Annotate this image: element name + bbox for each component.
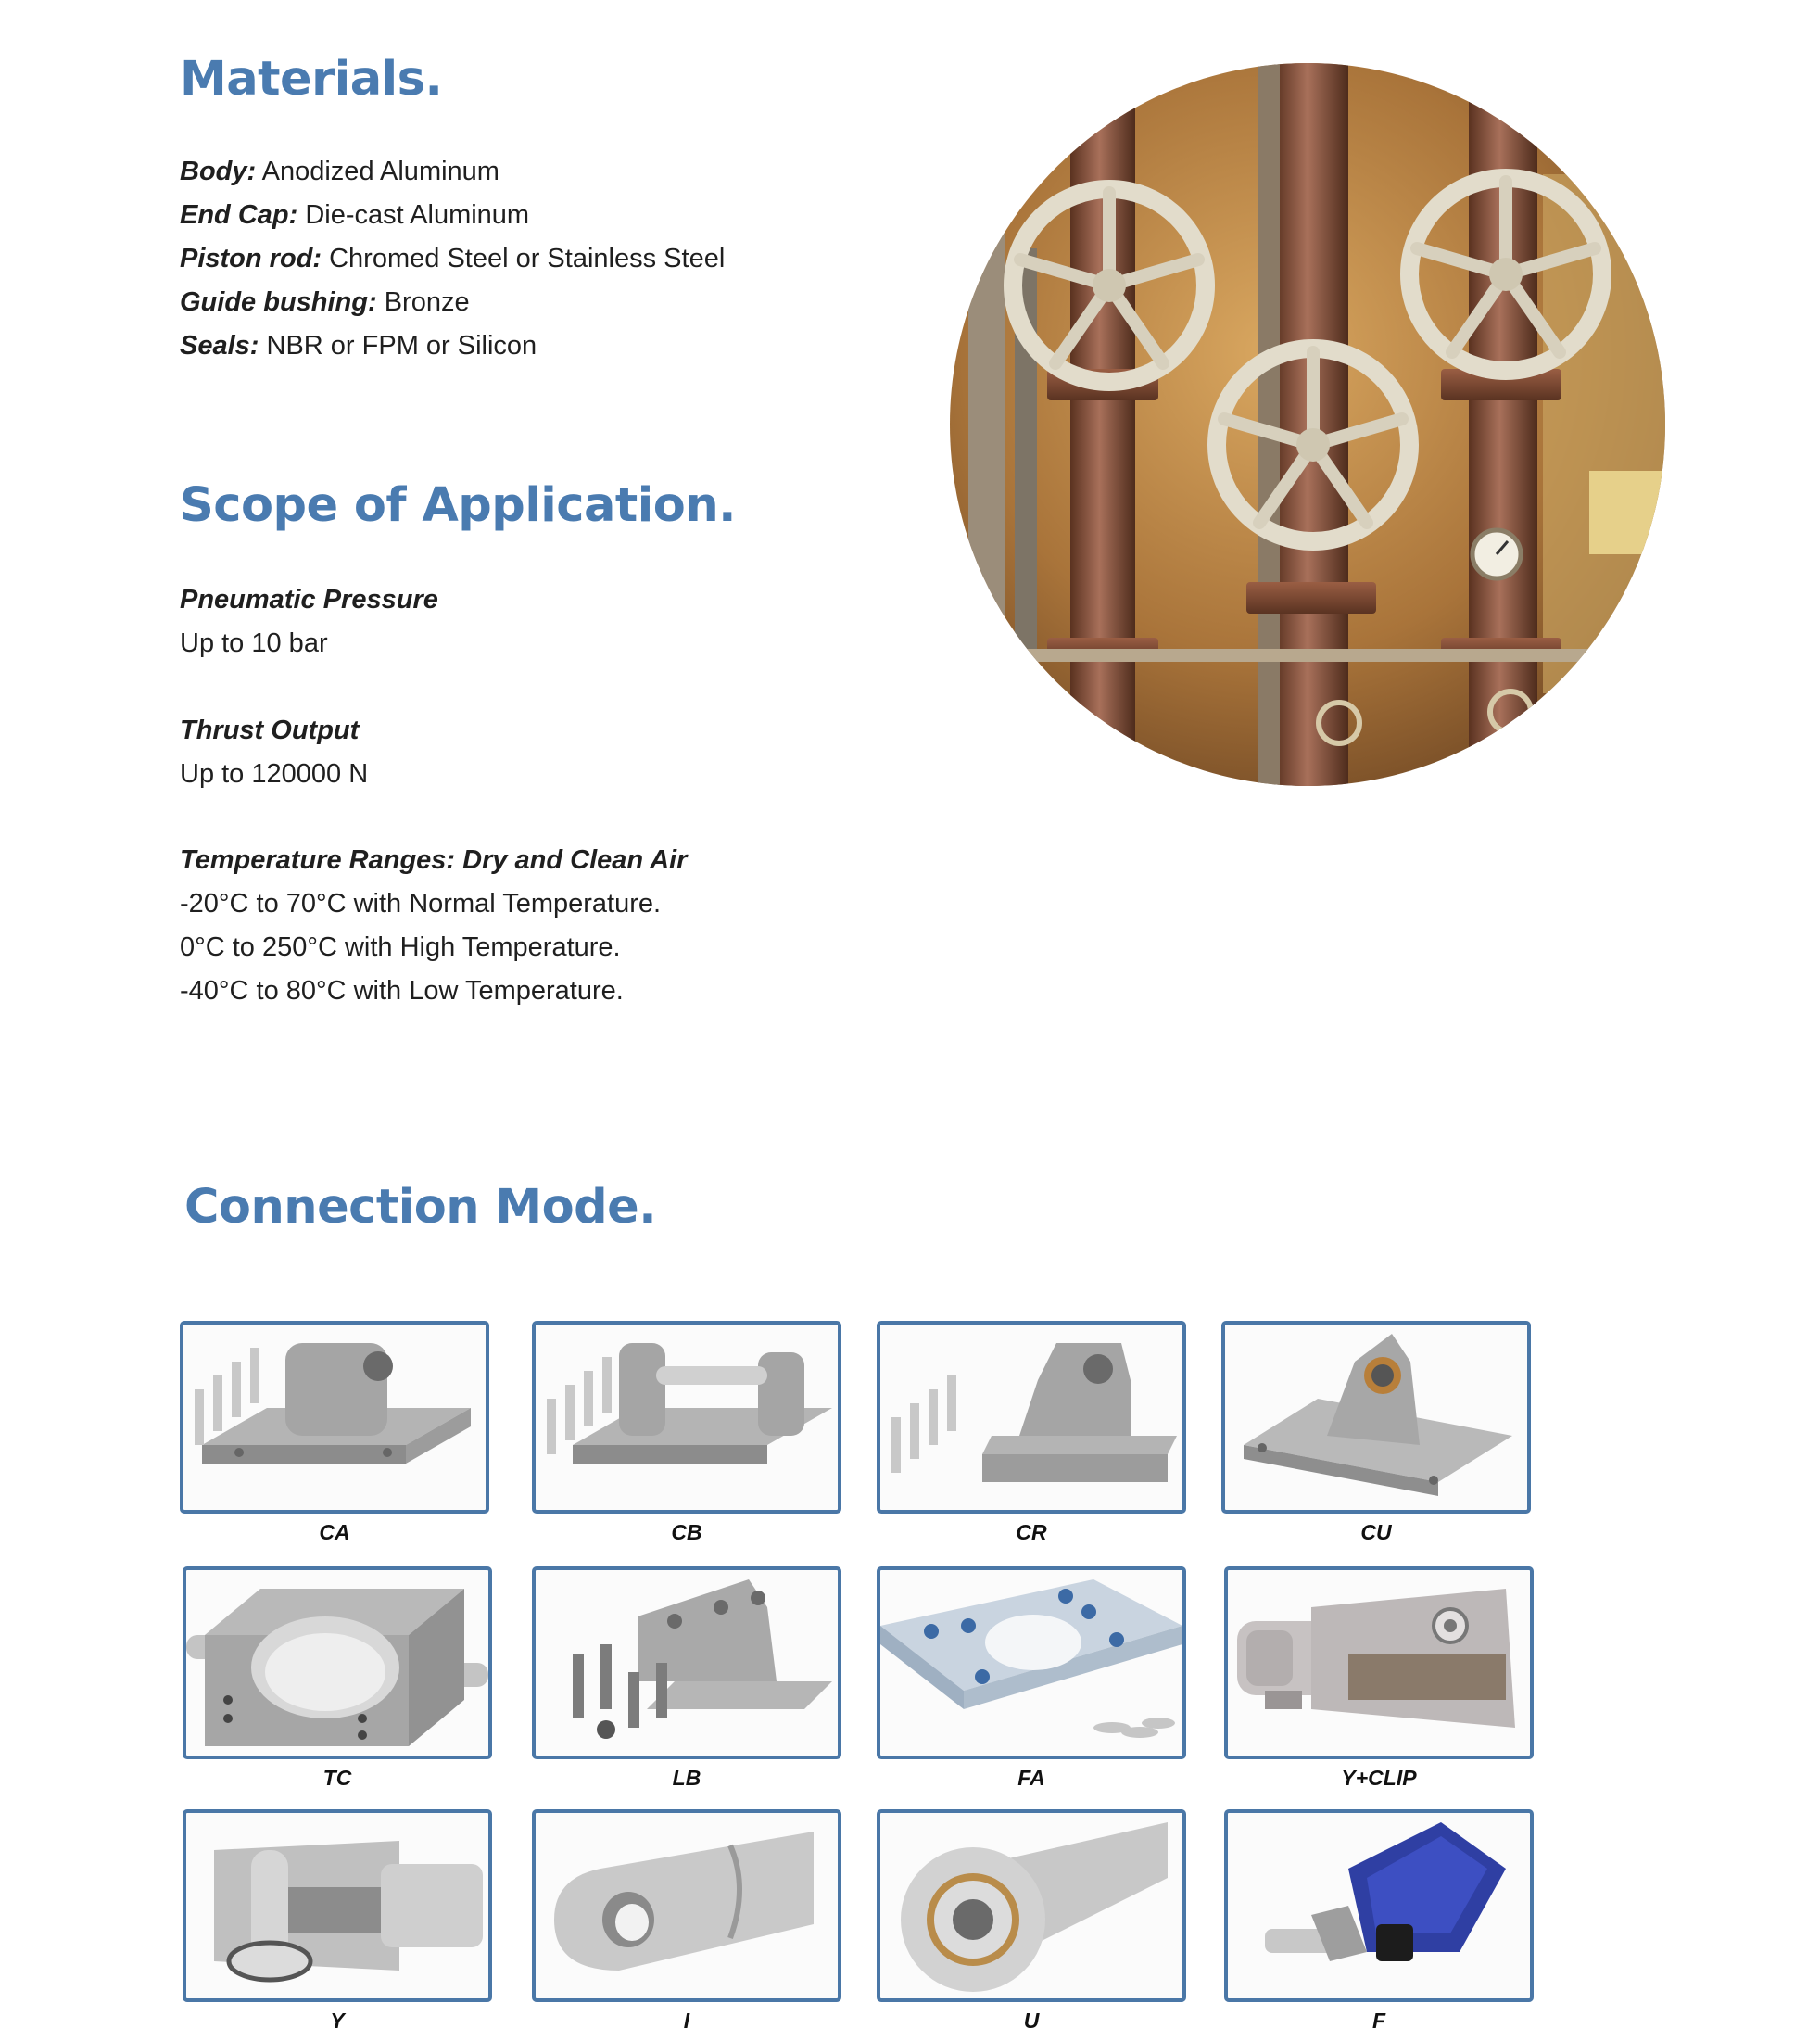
scope-temperature: [180, 839, 687, 1013]
materials-item-value: Die-cast Aluminum: [305, 200, 530, 230]
connection-label: LB: [672, 1766, 701, 1790]
materials-item-piston-rod: [180, 237, 725, 281]
connection-frame: [877, 1809, 1186, 2002]
tc-trunnion-icon: [186, 1570, 488, 1756]
connection-label: FA: [1017, 1766, 1045, 1790]
connection-heading: Connection Mode.: [184, 1180, 657, 1235]
connection-label: Y+CLIP: [1341, 1766, 1417, 1790]
connection-label: CA: [319, 1520, 350, 1544]
connection-frame: [1221, 1321, 1531, 1514]
materials-item-label: Seals:: [180, 331, 259, 361]
connection-frame: [877, 1566, 1186, 1759]
scope-thrust-value: Up to 120000 N: [180, 759, 369, 789]
i-rod-eye-icon: [536, 1813, 838, 1998]
lb-foot-mount-icon: [536, 1570, 838, 1756]
connection-frame: [183, 1809, 492, 2002]
connection-frame: [180, 1321, 489, 1514]
scope-pressure-value: Up to 10 bar: [180, 628, 328, 658]
y-clip-clevis-icon: [1228, 1570, 1530, 1756]
scope-pressure-label: Pneumatic Pressure: [180, 585, 438, 615]
connection-label: U: [1023, 2009, 1040, 2033]
connection-label: CR: [1016, 1520, 1047, 1544]
materials-item-value: Bronze: [384, 287, 470, 317]
scope-pressure: [180, 578, 438, 666]
connection-label: TC: [322, 1766, 352, 1790]
scope-temperature-line: 0°C to 250°C with High Temperature.: [180, 932, 621, 962]
ca-mount-icon: [183, 1325, 486, 1510]
materials-heading: Materials.: [180, 52, 443, 107]
scope-temperature-label: Temperature Ranges: Dry and Clean Air: [180, 845, 688, 875]
cr-mount-icon: [880, 1325, 1182, 1510]
scope-heading: Scope of Application.: [180, 478, 737, 533]
materials-item-label: Piston rod:: [180, 244, 322, 273]
cu-mount-icon: [1225, 1325, 1527, 1510]
connection-frame: [532, 1566, 841, 1759]
scope-temperature-line: -20°C to 70°C with Normal Temperature.: [180, 889, 662, 919]
materials-item-value: Anodized Aluminum: [261, 157, 499, 186]
connection-label: Y: [330, 2009, 345, 2033]
y-clevis-icon: [186, 1813, 488, 1998]
connection-frame: [1224, 1809, 1534, 2002]
scope-thrust: [180, 709, 368, 796]
materials-item-label: End Cap:: [180, 200, 298, 230]
connection-label: CU: [1360, 1520, 1392, 1544]
cb-mount-icon: [536, 1325, 838, 1510]
materials-item-label: Guide bushing:: [180, 287, 377, 317]
connection-frame: [1224, 1566, 1534, 1759]
connection-frame: [183, 1566, 492, 1759]
fa-flange-icon: [880, 1570, 1182, 1756]
connection-frame: [877, 1321, 1186, 1514]
materials-item-value: Chromed Steel or Stainless Steel: [329, 244, 726, 273]
connection-label: CB: [671, 1520, 702, 1544]
connection-label: F: [1371, 2009, 1386, 2033]
valves-photo: [950, 63, 1665, 786]
scope-thrust-label: Thrust Output: [180, 716, 360, 745]
materials-item-seals: [180, 324, 725, 368]
f-floating-joint-icon: [1228, 1813, 1530, 1998]
connection-frame: [532, 1809, 841, 2002]
u-rod-end-icon: [880, 1813, 1182, 1998]
scope-temperature-line: -40°C to 80°C with Low Temperature.: [180, 976, 624, 1006]
materials-item-body: [180, 150, 725, 194]
connection-label: I: [683, 2009, 690, 2033]
materials-item-value: NBR or FPM or Silicon: [266, 331, 537, 361]
materials-item-guide-bushing: [180, 281, 725, 324]
connection-frame: [532, 1321, 841, 1514]
materials-list: [180, 150, 725, 368]
materials-item-end-cap: [180, 194, 725, 237]
materials-item-label: Body:: [180, 157, 257, 186]
